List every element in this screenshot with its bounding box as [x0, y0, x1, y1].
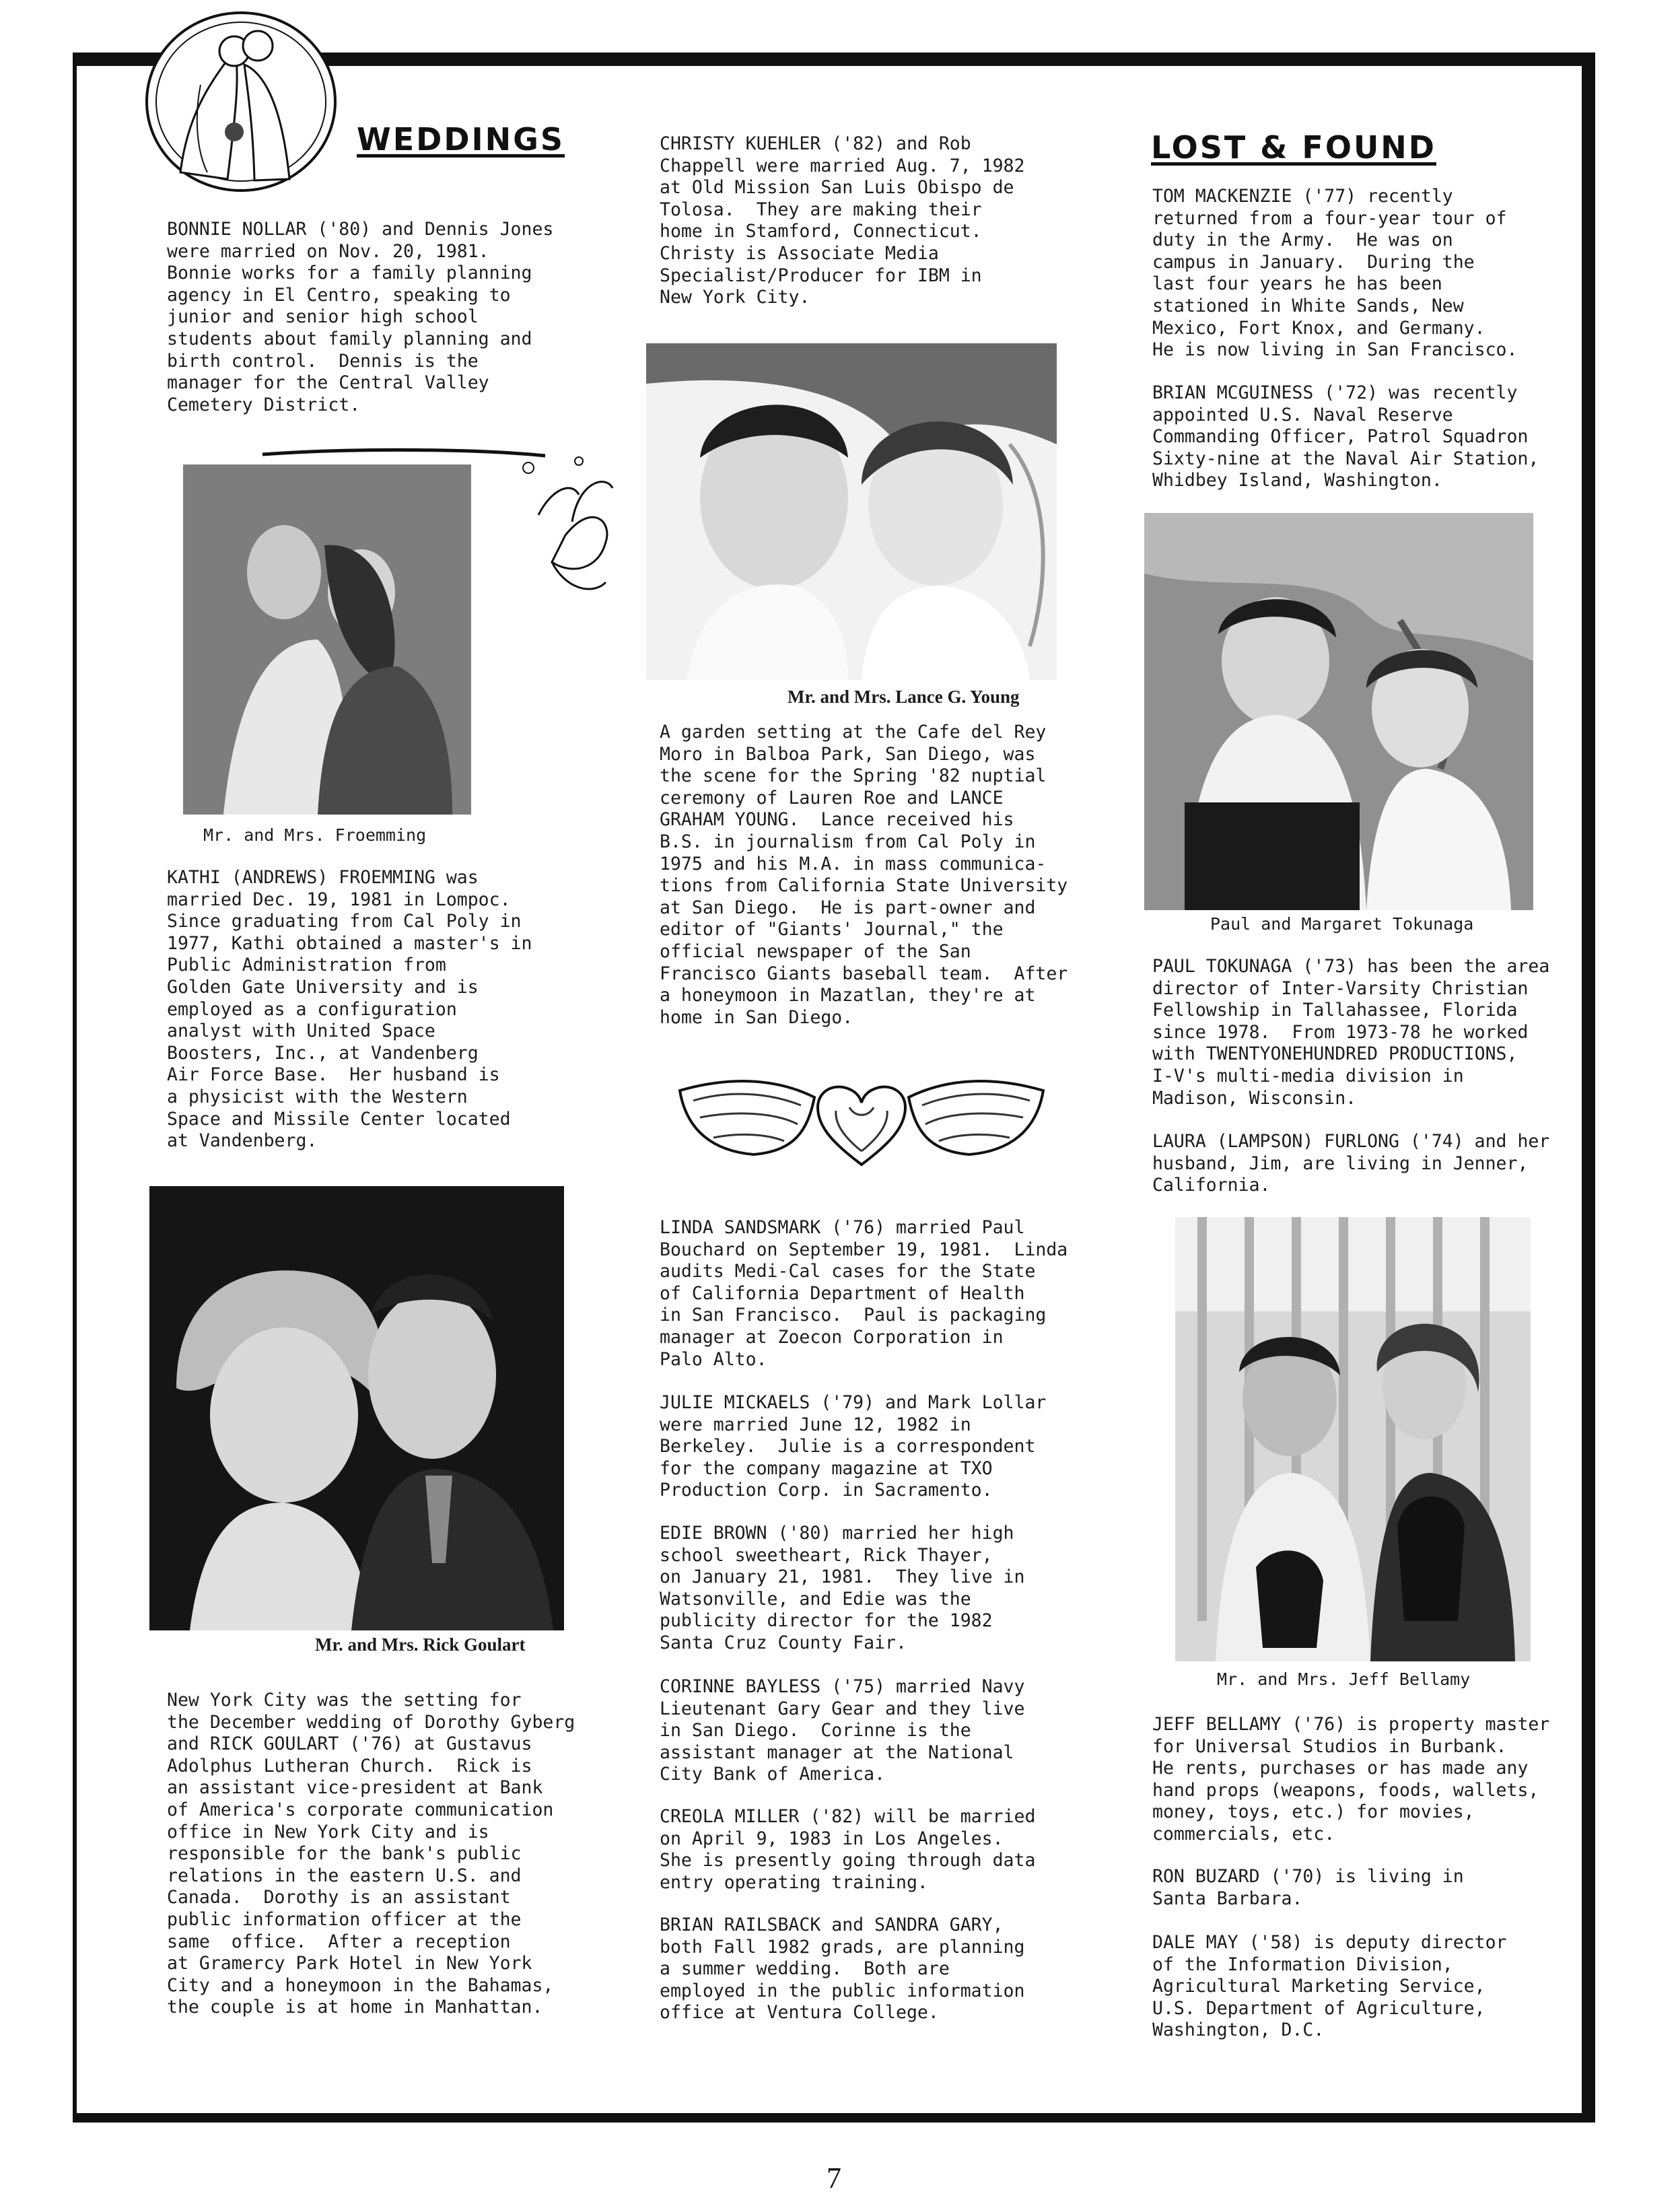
text-line: at San Diego. He is part-owner and	[660, 897, 1036, 918]
text-line: last four years he has been	[1152, 273, 1442, 295]
text-line: Santa Cruz County Fair.	[660, 1632, 907, 1653]
text-line: home in San Diego.	[660, 1006, 853, 1028]
text-line: She is presently going through data	[660, 1850, 1036, 1871]
text-line: GRAHAM YOUNG. Lance received his	[660, 809, 1014, 831]
text-line: campus in January. During the	[1152, 251, 1475, 273]
text-line: Madison, Wisconsin.	[1152, 1087, 1357, 1109]
lost-found-item-buzard	[1152, 1866, 1464, 1910]
wedding-couple-emblem-icon	[133, 4, 347, 199]
text-line: He is now living in San Francisco.	[1152, 339, 1518, 361]
text-line: manager for the Central Valley	[167, 372, 489, 394]
text-line: CHRISTY KUEHLER ('82) and Rob	[660, 133, 971, 154]
text-line: Golden Gate University and is	[167, 976, 479, 998]
text-line: 1975 and his M.A. in mass communica-	[660, 853, 1047, 874]
text-line: married Dec. 19, 1981 in Lompoc.	[167, 889, 511, 910]
text-line: ceremony of Lauren Roe and LANCE	[660, 787, 1004, 808]
text-line: manager at Zoecon Corporation in	[660, 1326, 1004, 1348]
wedding-item-railsback	[660, 1914, 1024, 2024]
text-line: at Old Mission San Luis Obispo de	[660, 177, 1014, 199]
text-line: EDIE BROWN ('80) married her high	[660, 1523, 1014, 1544]
text-line: Mexico, Fort Knox, and Germany.	[1152, 317, 1485, 339]
wedding-item-bayless	[660, 1676, 1024, 1786]
text-line: Air Force Base. Her husband is	[167, 1064, 500, 1086]
text-line: TOM MACKENZIE ('77) recently	[1152, 186, 1453, 207]
text-line: U.S. Department of Agriculture,	[1152, 1997, 1485, 2019]
text-line: Since graduating from Cal Poly in	[167, 911, 522, 932]
text-line: since 1978. From 1973-78 he worked	[1152, 1021, 1529, 1043]
text-line: PAUL TOKUNAGA ('73) has been the area	[1152, 956, 1550, 977]
text-line: birth control. Dennis is the	[167, 350, 479, 372]
text-line: of America's corporate communication	[167, 1799, 554, 1820]
wedding-item-young	[660, 722, 1068, 1029]
text-line: Space and Missile Center located	[167, 1108, 511, 1130]
text-line: assistant manager at the National	[660, 1741, 1014, 1763]
text-line: junior and senior high school	[167, 306, 479, 328]
photo-tokunaga	[1144, 513, 1533, 910]
text-line: commercials, etc.	[1152, 1823, 1335, 1844]
text-line: the couple is at home in Manhattan.	[167, 1997, 543, 2018]
text-line: Sixty-nine at the Naval Air Station,	[1152, 448, 1539, 469]
text-line: Boosters, Inc., at Vandenberg	[167, 1042, 479, 1064]
lost-found-item-mackenzie	[1152, 186, 1517, 361]
wedding-item-brown	[660, 1523, 1024, 1655]
text-line: CREOLA MILLER ('82) will be married	[660, 1806, 1036, 1827]
text-line: tions from California State University	[660, 875, 1068, 897]
text-line: on January 21, 1981. They live in	[660, 1566, 1025, 1588]
text-line: LAURA (LAMPSON) FURLONG ('74) and her	[1152, 1131, 1550, 1152]
text-line: school sweetheart, Rick Thayer,	[660, 1544, 993, 1566]
text-line: an assistant vice-president at Bank	[167, 1777, 543, 1799]
lost-found-item-bellamy	[1152, 1714, 1549, 1846]
text-line: City Bank of America.	[660, 1764, 886, 1785]
text-line: Palo Alto.	[660, 1348, 767, 1370]
caption-bellamy: Mr. and Mrs. Jeff Bellamy	[1217, 1669, 1471, 1689]
text-line: appointed U.S. Naval Reserve	[1152, 404, 1453, 425]
text-line: the December wedding of Dorothy Gyberg	[167, 1711, 575, 1733]
text-line: relations in the eastern U.S. and	[167, 1865, 522, 1886]
wedding-item-sandsmark	[660, 1217, 1068, 1371]
text-line: editor of "Giants' Journal," the	[660, 919, 1004, 940]
text-line: Berkeley. Julie is a correspondent	[660, 1436, 1036, 1457]
photo-goulart	[149, 1186, 564, 1630]
text-line: a physicist with the Western	[167, 1086, 468, 1107]
wedding-item-mickaels	[660, 1392, 1046, 1502]
text-line: a summer wedding. Both are	[660, 1958, 950, 1980]
text-line: BONNIE NOLLAR ('80) and Dennis Jones	[167, 219, 554, 240]
text-line: City and a honeymoon in the Bahamas,	[167, 1974, 554, 1996]
text-line: Canada. Dorothy is an assistant	[167, 1887, 511, 1908]
lost-found-item-mcguiness	[1152, 382, 1539, 492]
text-line: office in New York City and is	[167, 1821, 489, 1842]
wedding-item-miller	[660, 1806, 1035, 1894]
text-line: agency in El Centro, speaking to	[167, 284, 511, 306]
text-line: duty in the Army. He was on	[1152, 230, 1453, 251]
text-line: employed as a configuration	[167, 998, 457, 1020]
text-line: Lieutenant Gary Gear and they live	[660, 1698, 1025, 1719]
text-line: entry operating training.	[660, 1871, 928, 1893]
text-line: BRIAN MCGUINESS ('72) was recently	[1152, 382, 1518, 403]
text-line: husband, Jim, are living in Jenner,	[1152, 1152, 1529, 1174]
text-line: Cemetery District.	[167, 394, 361, 415]
photo-bellamy	[1175, 1217, 1531, 1661]
lost-found-item-tokunaga	[1152, 956, 1549, 1109]
text-line: employed in the public information	[660, 1980, 1025, 2001]
text-line: home in Stamford, Connecticut.	[660, 221, 982, 242]
text-line: A garden setting at the Cafe del Rey	[660, 722, 1047, 743]
lost-found-heading: LOST & FOUND	[1151, 129, 1436, 166]
text-line: New York City.	[660, 287, 810, 308]
text-line: and RICK GOULART ('76) at Gustavus	[167, 1733, 532, 1755]
wedding-item-froemming	[167, 867, 532, 1152]
text-line: stationed in White Sands, New	[1152, 295, 1464, 316]
text-line: official newspaper of the San	[660, 940, 971, 962]
text-line: the scene for the Spring '82 nuptial	[660, 765, 1047, 787]
text-line: of the Information Division,	[1152, 1954, 1453, 1975]
text-line: Chappell were married Aug. 7, 1982	[660, 155, 1025, 176]
text-line: returned from a four-year tour of	[1152, 207, 1507, 229]
text-line: JEFF BELLAMY ('76) is property master	[1152, 1714, 1550, 1735]
text-line: in San Diego. Corinne is the	[660, 1720, 971, 1741]
text-line: both Fall 1982 grads, are planning	[660, 1936, 1025, 1958]
text-line: hand props (weapons, foods, wallets,	[1152, 1779, 1539, 1801]
text-line: director of Inter-Varsity Christian	[1152, 977, 1529, 999]
text-line: publicity director for the 1982	[660, 1610, 993, 1632]
text-line: New York City was the setting for	[167, 1690, 522, 1711]
text-line: Adolphus Lutheran Church. Rick is	[167, 1755, 532, 1776]
text-line: Commanding Officer, Patrol Squadron	[1152, 426, 1529, 448]
text-line: JULIE MICKAELS ('79) and Mark Lollar	[660, 1392, 1047, 1413]
wedding-item-nollar	[167, 219, 553, 416]
text-line: CORINNE BAYLESS ('75) married Navy	[660, 1676, 1025, 1697]
text-line: Christy is Associate Media	[660, 242, 939, 264]
caption-froemming: Mr. and Mrs. Froemming	[203, 825, 427, 845]
photo-young	[646, 343, 1057, 680]
text-line: audits Medi-Cal cases for the State	[660, 1261, 1036, 1282]
text-line: He rents, purchases or has made any	[1152, 1758, 1529, 1779]
text-line: students about family planning and	[167, 328, 532, 349]
lost-found-item-may	[1152, 1932, 1507, 2042]
text-line: office at Ventura College.	[660, 2002, 939, 2024]
text-line: DALE MAY ('58) is deputy director	[1152, 1932, 1507, 1953]
text-line: analyst with United Space	[167, 1021, 435, 1042]
text-line: money, toys, etc.) for movies,	[1152, 1801, 1475, 1823]
text-line: Watsonville, and Edie was the	[660, 1588, 971, 1610]
text-line: public information officer at the	[167, 1908, 522, 1930]
text-line: Santa Barbara.	[1152, 1888, 1303, 1909]
text-line: Whidbey Island, Washington.	[1152, 470, 1442, 491]
text-line: LINDA SANDSMARK ('76) married Paul	[660, 1217, 1025, 1238]
text-line: RON BUZARD ('70) is living in	[1152, 1866, 1464, 1887]
caption-tokunaga: Paul and Margaret Tokunaga	[1210, 914, 1474, 934]
text-line: for Universal Studios in Burbank.	[1152, 1735, 1507, 1757]
text-line: in San Francisco. Paul is packaging	[660, 1305, 1047, 1326]
text-line: BRIAN RAILSBACK and SANDRA GARY,	[660, 1914, 1004, 1935]
text-line: B.S. in journalism from Cal Poly in	[660, 831, 1036, 852]
text-line: responsible for the bank's public	[167, 1843, 522, 1865]
wedding-item-goulart	[167, 1690, 575, 2019]
text-line: Production Corp. in Sacramento.	[660, 1480, 993, 1501]
text-line: for the company magazine at TXO	[660, 1457, 993, 1479]
text-line: on April 9, 1983 in Los Angeles.	[660, 1828, 1004, 1849]
wedding-item-kuehler	[660, 133, 1024, 309]
paisley-heart-ornament-icon	[673, 1070, 1050, 1171]
text-line: 1977, Kathi obtained a master's in	[167, 932, 532, 954]
text-line: Specialist/Producer for IBM in	[660, 265, 982, 286]
text-line: Bouchard on September 19, 1981. Linda	[660, 1239, 1068, 1260]
text-line: were married June 12, 1982 in	[660, 1414, 971, 1435]
weddings-heading: WEDDINGS	[357, 121, 565, 158]
text-line: KATHI (ANDREWS) FROEMMING was	[167, 867, 479, 888]
caption-goulart: Mr. and Mrs. Rick Goulart	[315, 1634, 526, 1655]
text-line: Bonnie works for a family planning	[167, 263, 532, 284]
text-line: Public Administration from	[167, 955, 446, 976]
caption-young: Mr. and Mrs. Lance G. Young	[788, 687, 1020, 707]
lost-found-item-furlong	[1152, 1131, 1549, 1197]
text-line: were married on Nov. 20, 1981.	[167, 240, 489, 262]
text-line: Tolosa. They are making their	[660, 199, 982, 220]
text-line: of California Department of Health	[660, 1282, 1025, 1304]
text-line: Moro in Balboa Park, San Diego, was	[660, 743, 1036, 765]
text-line: Francisco Giants baseball team. After	[660, 963, 1068, 984]
text-line: with TWENTYONEHUNDRED PRODUCTIONS,	[1152, 1043, 1518, 1065]
text-line: Washington, D.C.	[1152, 2020, 1325, 2041]
text-line: Fellowship in Tallahassee, Florida	[1152, 1000, 1518, 1021]
photo-froemming	[183, 464, 471, 815]
page-number: 7	[827, 2162, 841, 2195]
text-line: California.	[1152, 1175, 1271, 1196]
text-line: a honeymoon in Mazatlan, they're at	[660, 985, 1036, 1006]
text-line: at Vandenberg.	[167, 1130, 318, 1152]
text-line: Agricultural Marketing Service,	[1152, 1976, 1485, 1997]
text-line: I-V's multi-media division in	[1152, 1065, 1464, 1086]
text-line: same office. After a reception	[167, 1931, 511, 1952]
text-line: at Gramercy Park Hotel in New York	[167, 1953, 532, 1974]
